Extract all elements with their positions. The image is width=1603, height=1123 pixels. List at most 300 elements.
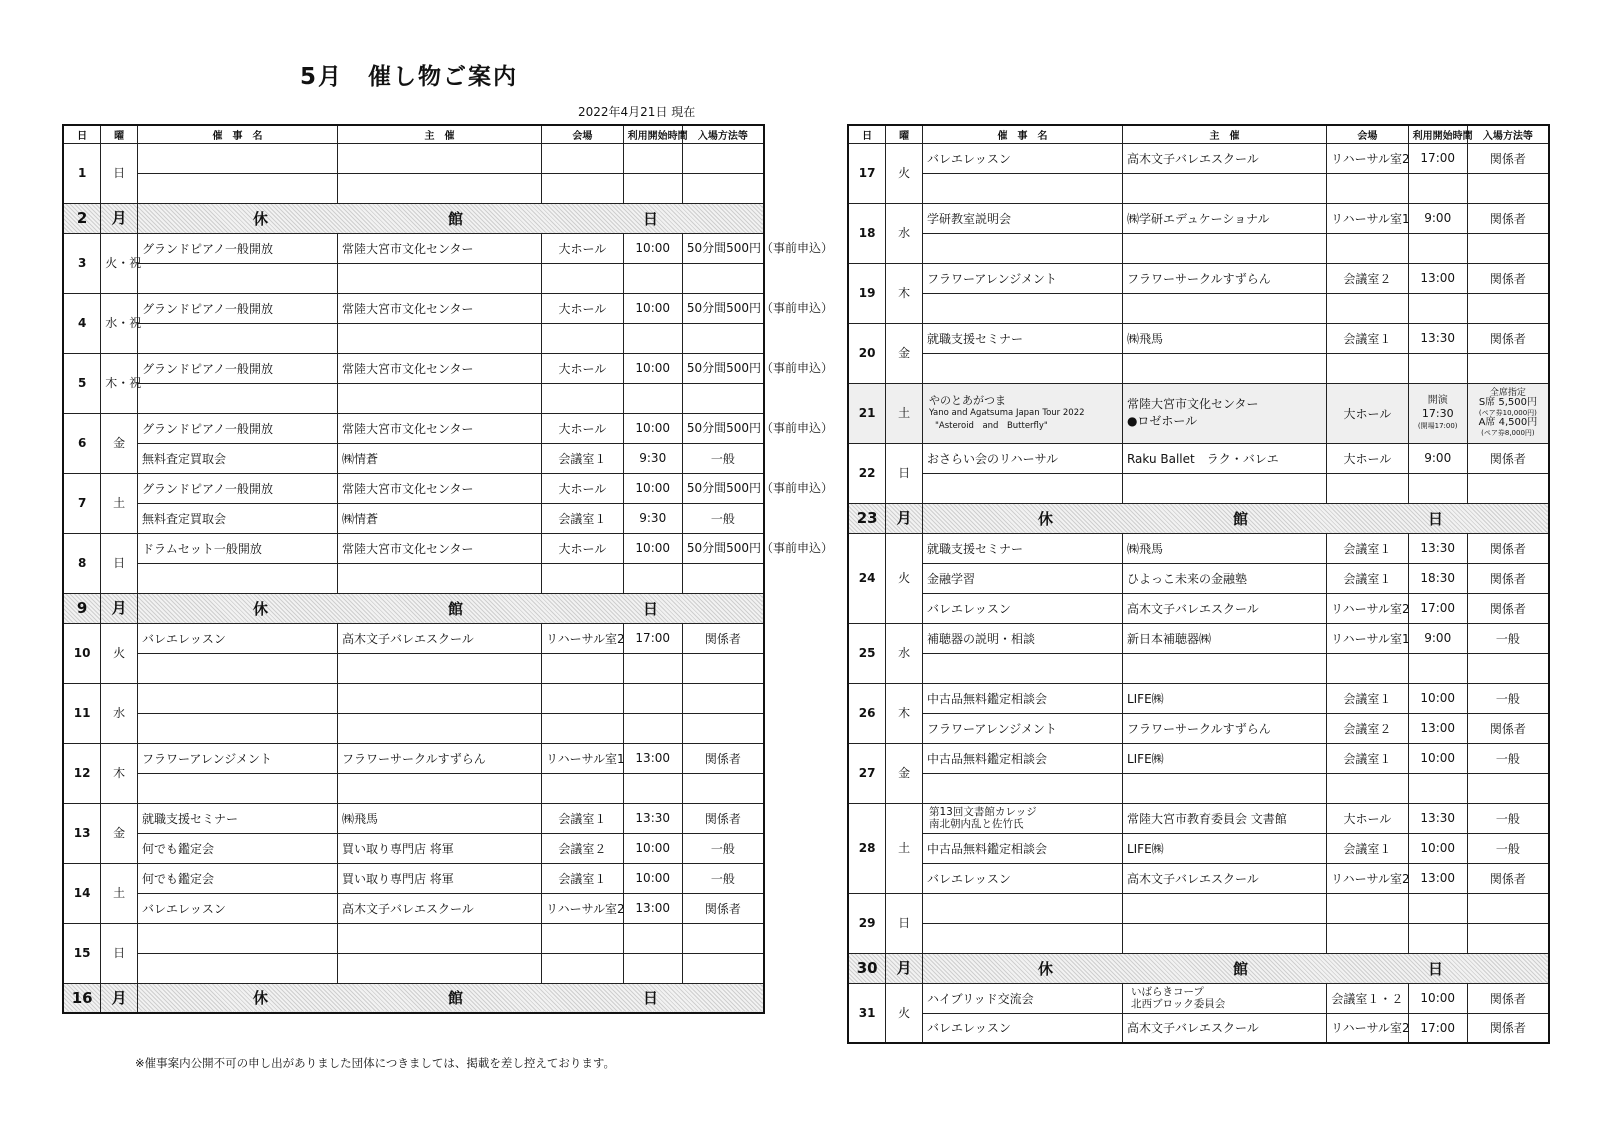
day-number: 25 xyxy=(848,623,886,683)
day-number: 28 xyxy=(848,803,886,893)
entry: 50分間500円（事前申込） xyxy=(682,413,764,443)
table-row xyxy=(848,143,1549,173)
event-name: グランドピアノ一般開放 xyxy=(137,413,337,443)
table-row xyxy=(63,563,764,593)
entry: 関係者 xyxy=(1467,593,1549,623)
table-row xyxy=(848,743,1549,773)
start-time: 13:30 xyxy=(1408,533,1467,563)
weekday: 日 xyxy=(886,893,923,953)
day-number: 27 xyxy=(848,743,886,803)
table-row xyxy=(63,173,764,203)
day-number: 3 xyxy=(63,233,101,293)
table-row xyxy=(848,1013,1549,1043)
table-row xyxy=(848,263,1549,293)
table-row xyxy=(63,443,764,473)
start-time: 9:00 xyxy=(1408,623,1467,653)
weekday: 日 xyxy=(101,923,138,983)
organizer: 常陸大宮市文化センター xyxy=(337,233,541,263)
start-time: 10:00 xyxy=(623,413,682,443)
day-number: 1 xyxy=(63,143,101,203)
event-name: バレエレッスン xyxy=(922,1013,1122,1043)
closed-label: 館 xyxy=(1232,959,1248,978)
table-row xyxy=(63,863,764,893)
organizer: 高木文子バレエスクール xyxy=(1122,863,1326,893)
closed-row xyxy=(63,593,764,623)
table-row xyxy=(63,503,764,533)
table-row-concert xyxy=(848,383,1549,443)
organizer: 高木文子バレエスクール xyxy=(337,893,541,923)
closed-row xyxy=(63,203,764,233)
closed-label: 館 xyxy=(1232,509,1248,528)
entry: 一般 xyxy=(682,863,764,893)
header-row xyxy=(848,125,1549,143)
day-number: 15 xyxy=(63,923,101,983)
event-name: グランドピアノ一般開放 xyxy=(137,353,337,383)
start-time: 17:00 xyxy=(1408,1013,1467,1043)
venue: 会議室２ xyxy=(1327,713,1409,743)
start-time: 17:30 xyxy=(1421,406,1454,420)
event-name: 金融学習 xyxy=(922,563,1122,593)
weekday: 金 xyxy=(886,323,923,383)
start-time: 10:00 xyxy=(623,473,682,503)
event-name: バレエレッスン xyxy=(922,593,1122,623)
venue: 大ホール xyxy=(542,353,624,383)
table-row xyxy=(63,263,764,293)
entry: 50分間500円（事前申込） xyxy=(682,233,764,263)
col-venue: 会場 xyxy=(542,125,624,143)
entry: 関係者 xyxy=(1467,563,1549,593)
closed-label: 日 xyxy=(1427,509,1443,528)
entry: 関係者 xyxy=(1467,263,1549,293)
table-row xyxy=(63,893,764,923)
weekday: 日 xyxy=(101,533,138,593)
venue: リハーサル室1 xyxy=(1327,203,1409,233)
entry: 50分間500円（事前申込） xyxy=(682,533,764,563)
start-time: 9:30 xyxy=(623,443,682,473)
table-row xyxy=(848,473,1549,503)
event-name: バレエレッスン xyxy=(922,863,1122,893)
table-row xyxy=(848,293,1549,323)
organizer: 高木文子バレエスクール xyxy=(1122,1013,1326,1043)
entry: 関係者 xyxy=(682,623,764,653)
entry: 一般 xyxy=(682,503,764,533)
organizer: LIFE㈱ xyxy=(1122,683,1326,713)
day-number: 11 xyxy=(63,683,101,743)
day-number: 13 xyxy=(63,803,101,863)
col-event: 催 事 名 xyxy=(137,125,337,143)
weekday: 月 xyxy=(886,953,923,983)
start-time: 13:00 xyxy=(623,893,682,923)
weekday: 水 xyxy=(101,683,138,743)
organizer: ㈱飛馬 xyxy=(1122,533,1326,563)
weekday: 火・祝 xyxy=(101,233,138,293)
col-venue: 会場 xyxy=(1327,125,1409,143)
closed-label: 休 xyxy=(252,989,268,1008)
table-row xyxy=(63,713,764,743)
organizer: LIFE㈱ xyxy=(1122,743,1326,773)
venue: 大ホール xyxy=(542,413,624,443)
event-name: グランドピアノ一般開放 xyxy=(137,293,337,323)
table-row xyxy=(848,983,1549,1013)
start-time: 10:00 xyxy=(1408,833,1467,863)
venue: 会議室１ xyxy=(542,443,624,473)
organizer: 常陸大宮市文化センター xyxy=(337,533,541,563)
day-number: 17 xyxy=(848,143,886,203)
table-row xyxy=(63,833,764,863)
entry: 関係者 xyxy=(1467,443,1549,473)
event-name: 就職支援セミナー xyxy=(922,323,1122,353)
table-row xyxy=(848,323,1549,353)
event-subtitle: "Asteroid and Butterfly" xyxy=(934,420,1048,431)
entry: 50分間500円（事前申込） xyxy=(682,473,764,503)
col-organizer: 主 催 xyxy=(1122,125,1326,143)
organizer: Raku Ballet ラク・バレエ xyxy=(1122,443,1326,473)
day-number: 26 xyxy=(848,683,886,743)
closed-label: 館 xyxy=(447,989,463,1008)
table-row xyxy=(848,353,1549,383)
start-time: 10:00 xyxy=(1408,743,1467,773)
table-row xyxy=(63,773,764,803)
event-name: 補聴器の説明・相談 xyxy=(922,623,1122,653)
day-number: 12 xyxy=(63,743,101,803)
venue: 大ホール xyxy=(542,293,624,323)
start-time: 10:00 xyxy=(1408,983,1467,1013)
event-name: ハイブリッド交流会 xyxy=(922,983,1122,1013)
entry: 全席指定 xyxy=(1489,388,1526,398)
weekday: 月 xyxy=(101,593,138,623)
table-row xyxy=(848,713,1549,743)
table-row xyxy=(848,443,1549,473)
day-number: 4 xyxy=(63,293,101,353)
col-entry: 入場方法等 xyxy=(1467,125,1549,143)
day-number: 31 xyxy=(848,983,886,1043)
table-row xyxy=(63,923,764,953)
entry: 50分間500円（事前申込） xyxy=(682,293,764,323)
start-time: 10:00 xyxy=(623,233,682,263)
day-number: 20 xyxy=(848,323,886,383)
event-name: やのとあがつま xyxy=(928,393,1006,407)
weekday: 木 xyxy=(101,743,138,803)
header-row xyxy=(63,125,764,143)
closed-label: 館 xyxy=(447,209,463,228)
entry: 関係者 xyxy=(1467,1013,1549,1043)
table-row xyxy=(63,743,764,773)
table-row xyxy=(848,833,1549,863)
col-dow: 曜 xyxy=(101,125,138,143)
footnote: ※催事案内公開不可の申し出がありました団体につきましては、掲載を差し控えております。 xyxy=(135,1056,615,1070)
organizer: 常陸大宮市文化センター xyxy=(337,473,541,503)
table-row xyxy=(63,653,764,683)
organizer-sub: 北西ブロック委員会 xyxy=(1130,998,1226,1010)
event-name: グランドピアノ一般開放 xyxy=(137,473,337,503)
table-row xyxy=(63,323,764,353)
table-row xyxy=(63,383,764,413)
table-row xyxy=(63,293,764,323)
start-time: 10:00 xyxy=(1408,683,1467,713)
entry: 一般 xyxy=(682,833,764,863)
closed-label: 日 xyxy=(642,989,658,1008)
weekday: 水 xyxy=(886,623,923,683)
entry: 50分間500円（事前申込） xyxy=(682,353,764,383)
event-name: バレエレッスン xyxy=(137,893,337,923)
event-name: 就職支援セミナー xyxy=(922,533,1122,563)
start-time: 9:00 xyxy=(1408,203,1467,233)
day-number: 29 xyxy=(848,893,886,953)
closed-label: 日 xyxy=(642,599,658,618)
venue: リハーサル室2 xyxy=(1327,593,1409,623)
weekday: 木 xyxy=(886,683,923,743)
organizer: 常陸大宮市文化センター xyxy=(337,353,541,383)
table-row xyxy=(848,623,1549,653)
start-time: 9:30 xyxy=(623,503,682,533)
day-number: 5 xyxy=(63,353,101,413)
venue: 会議室２ xyxy=(1327,263,1409,293)
schedule-table-right xyxy=(847,124,1550,1044)
day-number: 22 xyxy=(848,443,886,503)
weekday: 金 xyxy=(101,413,138,473)
event-name: グランドピアノ一般開放 xyxy=(137,233,337,263)
price-a: A席 4,500円 xyxy=(1478,417,1538,428)
organizer: ㈱学研エデュケーショナル xyxy=(1122,203,1326,233)
table-row xyxy=(63,623,764,653)
weekday: 月 xyxy=(886,503,923,533)
table-row xyxy=(63,533,764,563)
organizer: フラワーサークルすずらん xyxy=(1122,713,1326,743)
weekday: 土 xyxy=(886,383,923,443)
venue: 会議室１ xyxy=(1327,323,1409,353)
weekday: 木・祝 xyxy=(101,353,138,413)
entry: 関係者 xyxy=(1467,143,1549,173)
table-row xyxy=(848,203,1549,233)
closed-label: 休 xyxy=(252,209,268,228)
organizer: 常陸大宮市文化センター xyxy=(1126,397,1259,411)
price-s-pair: (ペア券10,000円) xyxy=(1478,409,1537,417)
entry: 関係者 xyxy=(1467,983,1549,1013)
organizer: 常陸大宮市文化センター xyxy=(337,413,541,443)
venue: 大ホール xyxy=(1327,803,1409,833)
col-entry: 入場方法等 xyxy=(682,125,764,143)
schedule-table-left xyxy=(62,124,833,1014)
weekday: 日 xyxy=(101,143,138,203)
entry: 一般 xyxy=(1467,743,1549,773)
start-time: 13:00 xyxy=(1408,263,1467,293)
col-dow: 曜 xyxy=(886,125,923,143)
venue: リハーサル室2 xyxy=(542,893,624,923)
table-row xyxy=(63,473,764,503)
event-name: バレエレッスン xyxy=(137,623,337,653)
table-row xyxy=(848,563,1549,593)
entry: 関係者 xyxy=(682,893,764,923)
event-name: 無料査定買取会 xyxy=(137,443,337,473)
day-number: 30 xyxy=(848,953,886,983)
closed-label: 休 xyxy=(252,599,268,618)
weekday: 火 xyxy=(886,983,923,1043)
event-name: フラワーアレンジメント xyxy=(137,743,337,773)
venue: 大ホール xyxy=(542,533,624,563)
organizer: ㈱飛馬 xyxy=(1122,323,1326,353)
col-event: 催 事 名 xyxy=(922,125,1122,143)
organizer: LIFE㈱ xyxy=(1122,833,1326,863)
event-name: フラワーアレンジメント xyxy=(922,713,1122,743)
as-of-date: 2022年4月21日 現在 xyxy=(578,105,696,119)
table-row xyxy=(848,233,1549,263)
venue: リハーサル室2 xyxy=(542,623,624,653)
venue: 会議室１ xyxy=(542,503,624,533)
event-name: 第13回文書館カレッジ xyxy=(928,806,1037,818)
event-name: 中古品無料鑑定相談会 xyxy=(922,833,1122,863)
start-time: 17:00 xyxy=(623,623,682,653)
start-time: 9:00 xyxy=(1408,443,1467,473)
day-number: 9 xyxy=(63,593,101,623)
venue: 会議室１・２ xyxy=(1327,983,1409,1013)
price-s: S席 5,500円 xyxy=(1478,397,1537,408)
start-time: 17:00 xyxy=(1408,593,1467,623)
weekday: 金 xyxy=(886,743,923,803)
venue: リハーサル室1 xyxy=(542,743,624,773)
event-name: 中古品無料鑑定相談会 xyxy=(922,683,1122,713)
venue: 会議室１ xyxy=(1327,533,1409,563)
day-number: 7 xyxy=(63,473,101,533)
start-time: 13:30 xyxy=(1408,323,1467,353)
venue: 大ホール xyxy=(542,473,624,503)
day-number: 21 xyxy=(848,383,886,443)
venue: リハーサル室2 xyxy=(1327,143,1409,173)
entry: 一般 xyxy=(682,443,764,473)
event-name: 何でも鑑定会 xyxy=(137,833,337,863)
entry: 関係者 xyxy=(1467,203,1549,233)
organizer: フラワーサークルすずらん xyxy=(337,743,541,773)
entry: 一般 xyxy=(1467,683,1549,713)
table-row xyxy=(63,803,764,833)
weekday: 土 xyxy=(101,863,138,923)
venue: リハーサル室2 xyxy=(1327,1013,1409,1043)
entry: 関係者 xyxy=(682,743,764,773)
col-day: 日 xyxy=(848,125,886,143)
table-row xyxy=(63,353,764,383)
closed-row xyxy=(848,503,1549,533)
weekday: 火 xyxy=(101,623,138,683)
organizer: 高木文子バレエスクール xyxy=(337,623,541,653)
event-subtitle: Yano and Agatsuma Japan Tour 2022 xyxy=(928,407,1085,418)
venue: 大ホール xyxy=(542,233,624,263)
price-a-pair: (ペア券8,000円) xyxy=(1481,429,1535,437)
organizer-hall: ●ロゼホール xyxy=(1126,414,1198,428)
venue: 会議室１ xyxy=(1327,683,1409,713)
table-row xyxy=(848,923,1549,953)
event-name: ドラムセット一般開放 xyxy=(137,533,337,563)
start-time: 18:30 xyxy=(1408,563,1467,593)
weekday: 土 xyxy=(101,473,138,533)
table-row xyxy=(63,683,764,713)
organizer: 新日本補聴器㈱ xyxy=(1122,623,1326,653)
venue: 大ホール xyxy=(1327,383,1409,443)
weekday: 水・祝 xyxy=(101,293,138,353)
entry: 関係者 xyxy=(1467,323,1549,353)
table-row xyxy=(848,683,1549,713)
weekday: 金 xyxy=(101,803,138,863)
venue: 会議室１ xyxy=(542,863,624,893)
venue: 会議室２ xyxy=(542,833,624,863)
col-start: 利用開始時間 xyxy=(1408,125,1467,143)
col-organizer: 主 催 xyxy=(337,125,541,143)
event-name: 無料査定買取会 xyxy=(137,503,337,533)
organizer: ㈱情蒼 xyxy=(337,443,541,473)
start-time: 10:00 xyxy=(623,353,682,383)
table-row xyxy=(848,173,1549,203)
table-row xyxy=(63,233,764,263)
event-name: おさらい会のリハーサル xyxy=(922,443,1122,473)
weekday: 土 xyxy=(886,803,923,893)
table-row xyxy=(848,803,1549,833)
table-row xyxy=(63,413,764,443)
start-time: 13:30 xyxy=(1408,803,1467,833)
organizer: ひよっこ未来の金融塾 xyxy=(1122,563,1326,593)
event-name: 中古品無料鑑定相談会 xyxy=(922,743,1122,773)
day-number: 23 xyxy=(848,503,886,533)
day-number: 6 xyxy=(63,413,101,473)
organizer: ㈱飛馬 xyxy=(337,803,541,833)
organizer: 買い取り専門店 将軍 xyxy=(337,863,541,893)
day-number: 18 xyxy=(848,203,886,263)
col-day: 日 xyxy=(63,125,101,143)
venue: 会議室１ xyxy=(1327,833,1409,863)
organizer: いばらきコープ xyxy=(1130,986,1204,998)
table-row xyxy=(848,893,1549,923)
closed-label: 休 xyxy=(1037,509,1053,528)
event-name: バレエレッスン xyxy=(922,143,1122,173)
table-row xyxy=(848,773,1549,803)
venue: 会議室１ xyxy=(1327,563,1409,593)
closed-row xyxy=(63,983,764,1013)
entry: 関係者 xyxy=(1467,713,1549,743)
organizer: ㈱情蒼 xyxy=(337,503,541,533)
weekday: 水 xyxy=(886,203,923,263)
event-name: 何でも鑑定会 xyxy=(137,863,337,893)
closed-row xyxy=(848,953,1549,983)
start-time: 10:00 xyxy=(623,833,682,863)
day-number: 14 xyxy=(63,863,101,923)
entry: 関係者 xyxy=(1467,863,1549,893)
venue: リハーサル室1 xyxy=(1327,623,1409,653)
table-row xyxy=(63,953,764,983)
start-time: 10:00 xyxy=(623,293,682,323)
weekday: 月 xyxy=(101,983,138,1013)
col-start: 利用開始時間 xyxy=(623,125,682,143)
closed-label: 日 xyxy=(1427,959,1443,978)
day-number: 19 xyxy=(848,263,886,323)
start-time: 13:00 xyxy=(623,743,682,773)
entry: 一般 xyxy=(1467,833,1549,863)
entry: 関係者 xyxy=(682,803,764,833)
page-title: 5月 催し物ご案内 xyxy=(300,64,519,90)
day-number: 16 xyxy=(63,983,101,1013)
start-time: 17:00 xyxy=(1408,143,1467,173)
event-subtitle: 南北朝内乱と佐竹氏 xyxy=(928,818,1024,830)
table-row xyxy=(848,533,1549,563)
day-number: 10 xyxy=(63,623,101,683)
start-time: 10:00 xyxy=(623,533,682,563)
start-time: 13:00 xyxy=(1408,863,1467,893)
venue: 会議室１ xyxy=(1327,743,1409,773)
venue: リハーサル室2 xyxy=(1327,863,1409,893)
day-number: 24 xyxy=(848,533,886,623)
day-number: 2 xyxy=(63,203,101,233)
table-row xyxy=(848,653,1549,683)
event-name: フラワーアレンジメント xyxy=(922,263,1122,293)
door-time: (開場17:00) xyxy=(1417,421,1458,430)
start-time: 13:30 xyxy=(623,803,682,833)
start-time: 13:00 xyxy=(1408,713,1467,743)
